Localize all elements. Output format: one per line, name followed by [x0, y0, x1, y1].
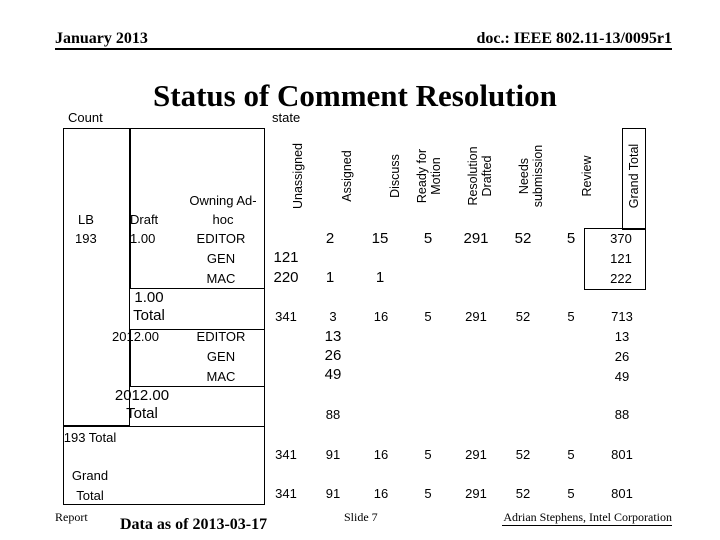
footer-slide-number: Slide 7	[344, 510, 378, 524]
page-title: Status of Comment Resolution	[153, 78, 557, 113]
cell-value: 121	[610, 251, 632, 266]
cell-assigned-mac: 1	[325, 269, 335, 286]
cell-unassigned	[273, 248, 298, 288]
adhoc-list-2	[191, 327, 251, 387]
cell-value: 13	[324, 328, 342, 345]
cell-value: 91	[325, 447, 341, 462]
cell-value: 13	[614, 329, 630, 344]
cell-value: 49	[614, 369, 630, 384]
cell-value: 341	[275, 486, 297, 501]
cell-value: 52	[515, 486, 531, 501]
header-doc-id: doc.: IEEE 802.11-13/0095r1	[476, 30, 672, 47]
draft-header: Draft	[130, 212, 159, 227]
cell-assigned-2012	[325, 327, 342, 384]
adhoc-mac: MAC	[206, 369, 236, 384]
grand-total-label: Grand Total	[71, 468, 109, 503]
cell-value: 713	[611, 309, 633, 324]
header-date: January 2013	[55, 30, 148, 47]
col-header-ready-for-motion: Ready for Motion	[415, 148, 443, 204]
cell-2012-total-grand: 88	[614, 407, 630, 422]
cell-value: 220	[273, 269, 299, 286]
cell-value: 5	[567, 486, 575, 501]
lb-value: 193	[75, 231, 97, 246]
cell-discuss-editor: 15	[371, 230, 389, 247]
cell-value: 370	[610, 231, 632, 246]
col-header-review: Review	[580, 155, 594, 197]
cell-value: 801	[611, 486, 633, 501]
cell-value: 5	[424, 486, 432, 501]
footer-report: Report	[55, 510, 88, 524]
cell-drafted-editor: 291	[463, 230, 489, 247]
cell-value: 49	[324, 366, 342, 383]
cell-value: 341	[275, 309, 297, 324]
adhoc-list-1	[191, 229, 251, 289]
draft-value: 1.00	[130, 231, 156, 246]
cell-value: 5	[567, 309, 575, 324]
cell-value: 222	[610, 271, 632, 286]
cell-value: 5	[424, 447, 432, 462]
col-header-assigned: Assigned	[340, 150, 354, 202]
adhoc-editor: EDITOR	[196, 329, 246, 344]
cell-value: 52	[515, 447, 531, 462]
cell-value: 801	[611, 447, 633, 462]
cell-value: 291	[465, 447, 487, 462]
footer-rule	[502, 525, 672, 526]
cell-review-editor: 5	[566, 230, 576, 247]
draft-total-label: 1.00 Total	[133, 289, 165, 324]
cell-value: 16	[373, 447, 389, 462]
cell-value: 26	[614, 349, 630, 364]
footer-data-as-of: Data as of 2013-03-17	[120, 516, 268, 533]
footer-author: Adrian Stephens, Intel Corporation	[503, 510, 672, 524]
adhoc-mac: MAC	[206, 271, 236, 286]
cell-grand-total-2012	[615, 327, 629, 387]
count-label: Count	[68, 110, 103, 125]
col-header-needs-submission: Needs submission	[517, 144, 545, 208]
cell-value: 91	[325, 486, 341, 501]
col-header-discuss: Discuss	[388, 154, 402, 198]
cell-value: 16	[373, 486, 389, 501]
cell-value: 5	[424, 309, 432, 324]
cell-value: 291	[465, 309, 487, 324]
cell-value: 341	[275, 447, 297, 462]
cell-needs-sub-editor: 52	[514, 230, 532, 247]
cell-value: 26	[324, 347, 342, 364]
header-rule	[55, 48, 672, 50]
cell-grand-total-group1	[610, 229, 632, 289]
adhoc-gen: GEN	[206, 251, 236, 266]
cell-value: 16	[373, 309, 389, 324]
cell-assigned-editor: 2	[325, 230, 335, 247]
owning-adhoc-header: Owning Ad-hoc	[189, 193, 257, 227]
cell-value: 121	[273, 249, 299, 266]
draft-2012-total-label: 2012.00 Total	[114, 387, 170, 422]
cell-value: 3	[329, 309, 337, 324]
cell-ready-editor: 5	[423, 230, 433, 247]
cell-value: 5	[567, 447, 575, 462]
state-label: state	[272, 110, 301, 125]
col-header-grand-total: Grand Total	[627, 143, 641, 209]
lb-header: LB	[78, 212, 94, 227]
cell-value: 291	[465, 486, 487, 501]
cell-2012-total-assigned: 88	[325, 407, 341, 422]
adhoc-gen: GEN	[206, 349, 236, 364]
adhoc-editor: EDITOR	[196, 231, 246, 246]
cell-discuss-mac: 1	[375, 269, 385, 286]
cell-value: 52	[515, 309, 531, 324]
lb-column	[63, 128, 130, 426]
draft-2012-value: 2012.00	[112, 329, 159, 344]
lb-total-label: 193 Total	[63, 430, 117, 445]
col-header-unassigned: Unassigned	[291, 142, 305, 210]
col-header-resolution-drafted: Resolution Drafted	[466, 146, 494, 206]
